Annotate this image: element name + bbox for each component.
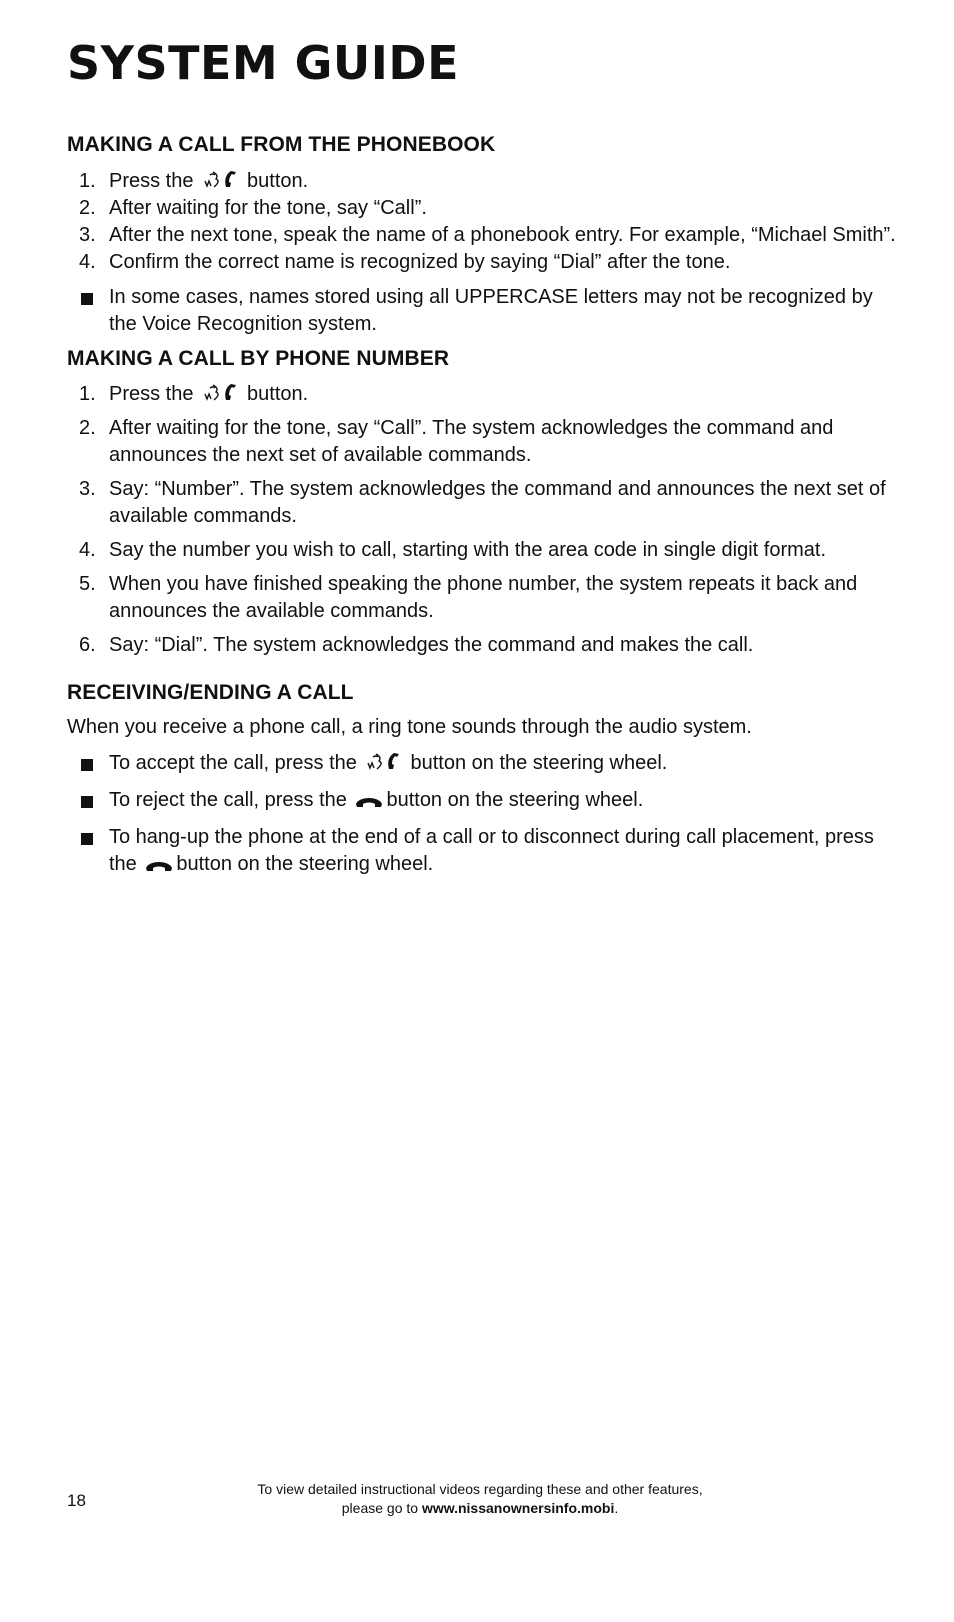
step-item: 2. After waiting for the tone, say “Call”. xyxy=(79,197,427,220)
step-item: 6. Say: “Dial”. The system acknowledges the command and makes the call. xyxy=(79,634,754,657)
hang-up-icon xyxy=(144,857,174,873)
bullet-item: To reject the call, press the button on the steering wheel. xyxy=(67,787,897,814)
section-phonebook-call xyxy=(67,132,897,338)
call-actions-list xyxy=(67,750,897,878)
hang-up-icon xyxy=(354,793,384,809)
section-receiving-call xyxy=(67,680,897,878)
step-item: 4. Confirm the correct name is recognized by saying “Dial” after the tone. xyxy=(79,251,731,274)
section-heading: RECEIVING/ENDING A CALL xyxy=(67,681,354,704)
website-link[interactable]: www.nissanownersinfo.mobi xyxy=(421,1500,615,1516)
step-item: 2. After waiting for the tone, say “Call”. The system acknowledges the command and announces the next set of available commands. xyxy=(79,417,834,467)
steps-list xyxy=(67,168,897,276)
section-heading: MAKING A CALL BY PHONE NUMBER xyxy=(67,347,450,370)
section-heading: MAKING A CALL FROM THE PHONEBOOK xyxy=(67,133,496,156)
bullet-item: To accept the call, press the button on the steering wheel. xyxy=(67,750,897,777)
intro-text: When you receive a phone call, a ring tone sounds through the audio system. xyxy=(67,716,752,739)
step-item: 1. Press the button. xyxy=(79,383,309,406)
talk-phone-icon xyxy=(201,168,245,190)
bullet-square-icon xyxy=(81,833,93,845)
step-item: 1. Press the button. xyxy=(79,170,309,193)
page-title: SYSTEM GUIDE xyxy=(67,36,459,90)
steps-list xyxy=(67,381,897,659)
step-item: 3. After the next tone, speak the name of a phonebook entry. For example, “Michael Smith”. xyxy=(79,224,896,247)
footer-note: To view detailed instructional videos regarding these and other features, please go to www.nissanownersinfo.mobi. xyxy=(257,1481,703,1516)
step-item: 3. Say: “Number”. The system acknowledges the command and announces the next set of available commands. xyxy=(79,478,886,528)
talk-phone-icon xyxy=(201,381,245,403)
talk-phone-icon xyxy=(364,750,408,772)
page-number: 18 xyxy=(67,1491,86,1510)
section-number-call xyxy=(67,346,897,659)
bullet-square-icon xyxy=(81,293,93,305)
notes-list xyxy=(67,284,897,338)
step-item: 5. When you have finished speaking the phone number, the system repeats it back and announces the available commands. xyxy=(79,573,858,623)
bullet-item: To hang-up the phone at the end of a call or to disconnect during call placement, press the button on the steering wheel. xyxy=(67,824,897,878)
note-item: In some cases, names stored using all UPPERCASE letters may not be recognized by the Voice Recognition system. xyxy=(67,284,897,338)
step-item: 4. Say the number you wish to call, starting with the area code in single digit format. xyxy=(79,539,827,562)
bullet-square-icon xyxy=(81,796,93,808)
bullet-square-icon xyxy=(81,759,93,771)
